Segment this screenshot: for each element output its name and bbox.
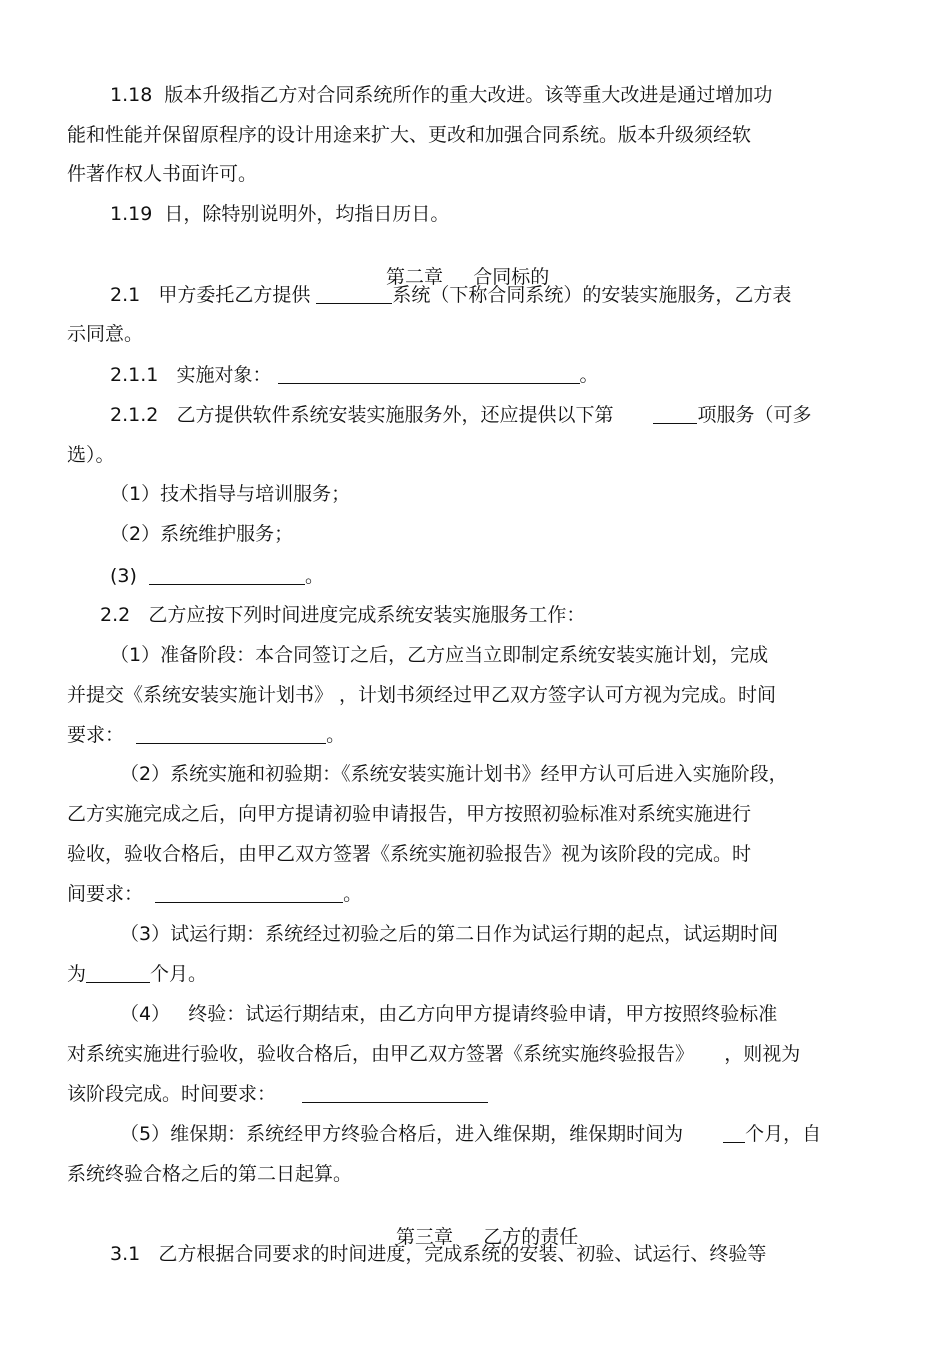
clause-1-19: 1.19 日，除特别说明外，均指日历日。 [110,203,450,225]
clause-2-1-line-1 [110,283,791,307]
phase-1-line-3 [67,723,345,747]
phase-3-line-1: （3）试运行期：系统经过初验之后的第二日作为试运行期的起点，试运期时间 [120,923,779,945]
clause-2-1-2-line-1 [110,403,811,427]
clause-1-18-line-3: 件著作权人书面许可。 [67,163,258,185]
phase-5-text-a: （5）维保期：系统经甲方终验合格后，进入维保期，维保期时间为 [120,1123,684,1145]
clause-2-1-2-text-a: 2.1.2 乙方提供软件系统安装实施服务外，还应提供以下第 [110,404,614,426]
service-items-blank[interactable] [653,405,697,424]
phase-2-time-blank[interactable] [155,884,343,903]
service-item-1: （1）技术指导与培训服务； [110,483,351,505]
phase-3-text-a: 为 [67,963,87,985]
phase-2-line-4 [67,882,362,906]
phase-2-line-3: 验收，验收合格后，由甲乙双方签署《系统实施初验报告》视为该阶段的完成。时 [67,843,752,865]
service-item-2: （2）系统维护服务； [110,523,294,545]
phase-3-text-b: 个月。 [150,963,208,985]
clause-2-1-line-2: 示同意。 [67,323,144,345]
clause-2-1-text-b: 系统（下称合同系统）的安装实施服务，乙方表 [392,284,792,306]
chapter-3-title: 第三章 乙方的责任 [396,1226,579,1248]
clause-3-1: 3.1 乙方根据合同要求的时间进度，完成系统的安装、初验、试运行、终验等 [110,1243,767,1265]
service-item-3-label: (3) [110,565,149,587]
phase-5-line-1 [120,1122,821,1146]
phase-2-time-label: 间要求： [67,883,156,905]
phase-1-end: 。 [326,724,346,746]
phase-2-line-1: （2）系统实施和初验期：《系统安装实施计划书》经甲方认可后进入实施阶段， [120,763,788,785]
clause-1-18-line-1: 1.18 版本升级指乙方对合同系统所作的重大改进。该等重大改进是通过增加功 [110,84,773,106]
clause-1-18-line-2: 能和性能并保留原程序的设计用途来扩大、更改和加强合同系统。版本升级须经软 [67,124,752,146]
phase-1-line-2: 并提交《系统安装实施计划书》 ，计划书须经过甲乙双方签字认可方视为完成。时间 [67,684,777,706]
clause-2-1-1-end: 。 [579,364,599,386]
service-item-3-blank[interactable] [149,566,305,585]
phase-5-text-b: 个月，自 [745,1123,822,1145]
service-item-3 [110,564,324,588]
phase-4-line-2: 对系统实施进行验收，验收合格后，由甲乙双方签署《系统实施终验报告》 ，则视为 [67,1043,801,1065]
clause-2-2: 2.2 乙方应按下列时间进度完成系统安装实施服务工作： [100,604,586,626]
clause-2-1-text-a: 2.1 甲方委托乙方提供 [110,284,317,306]
system-name-blank[interactable] [316,285,392,304]
clause-2-1-2-line-2: 选）。 [67,444,115,466]
phase-4-time-label: 该阶段完成。时间要求： [67,1083,277,1105]
clause-2-1-1-label: 2.1.1 实施对象： [110,364,278,386]
trial-months-blank[interactable] [86,964,150,983]
phase-4-line-3 [67,1082,488,1106]
maintenance-months-blank[interactable] [723,1124,745,1143]
phase-3-line-2 [67,962,207,986]
phase-1-time-label: 要求： [67,724,137,746]
phase-5-line-2: 系统终验合格之后的第二日起算。 [67,1163,353,1185]
clause-2-1-1 [110,363,599,387]
phase-1-line-1: （1）准备阶段：本合同签订之后，乙方应当立即制定系统安装实施计划，完成 [110,644,769,666]
clause-2-1-2-text-b: 项服务（可多 [697,404,812,426]
service-item-3-end: 。 [305,565,325,587]
phase-1-time-blank[interactable] [136,725,326,744]
phase-4-line-1: （4） 终验：试运行期结束，由乙方向甲方提请终验申请，甲方按照终验标准 [120,1003,778,1025]
chapter-2-title: 第二章 合同标的 [386,266,550,288]
phase-2-line-2: 乙方实施完成之后，向甲方提请初验申请报告，甲方按照初验标准对系统实施进行 [67,803,752,825]
phase-4-time-blank[interactable] [302,1084,488,1103]
phase-2-end: 。 [343,883,363,905]
implementation-target-blank[interactable] [278,365,580,384]
